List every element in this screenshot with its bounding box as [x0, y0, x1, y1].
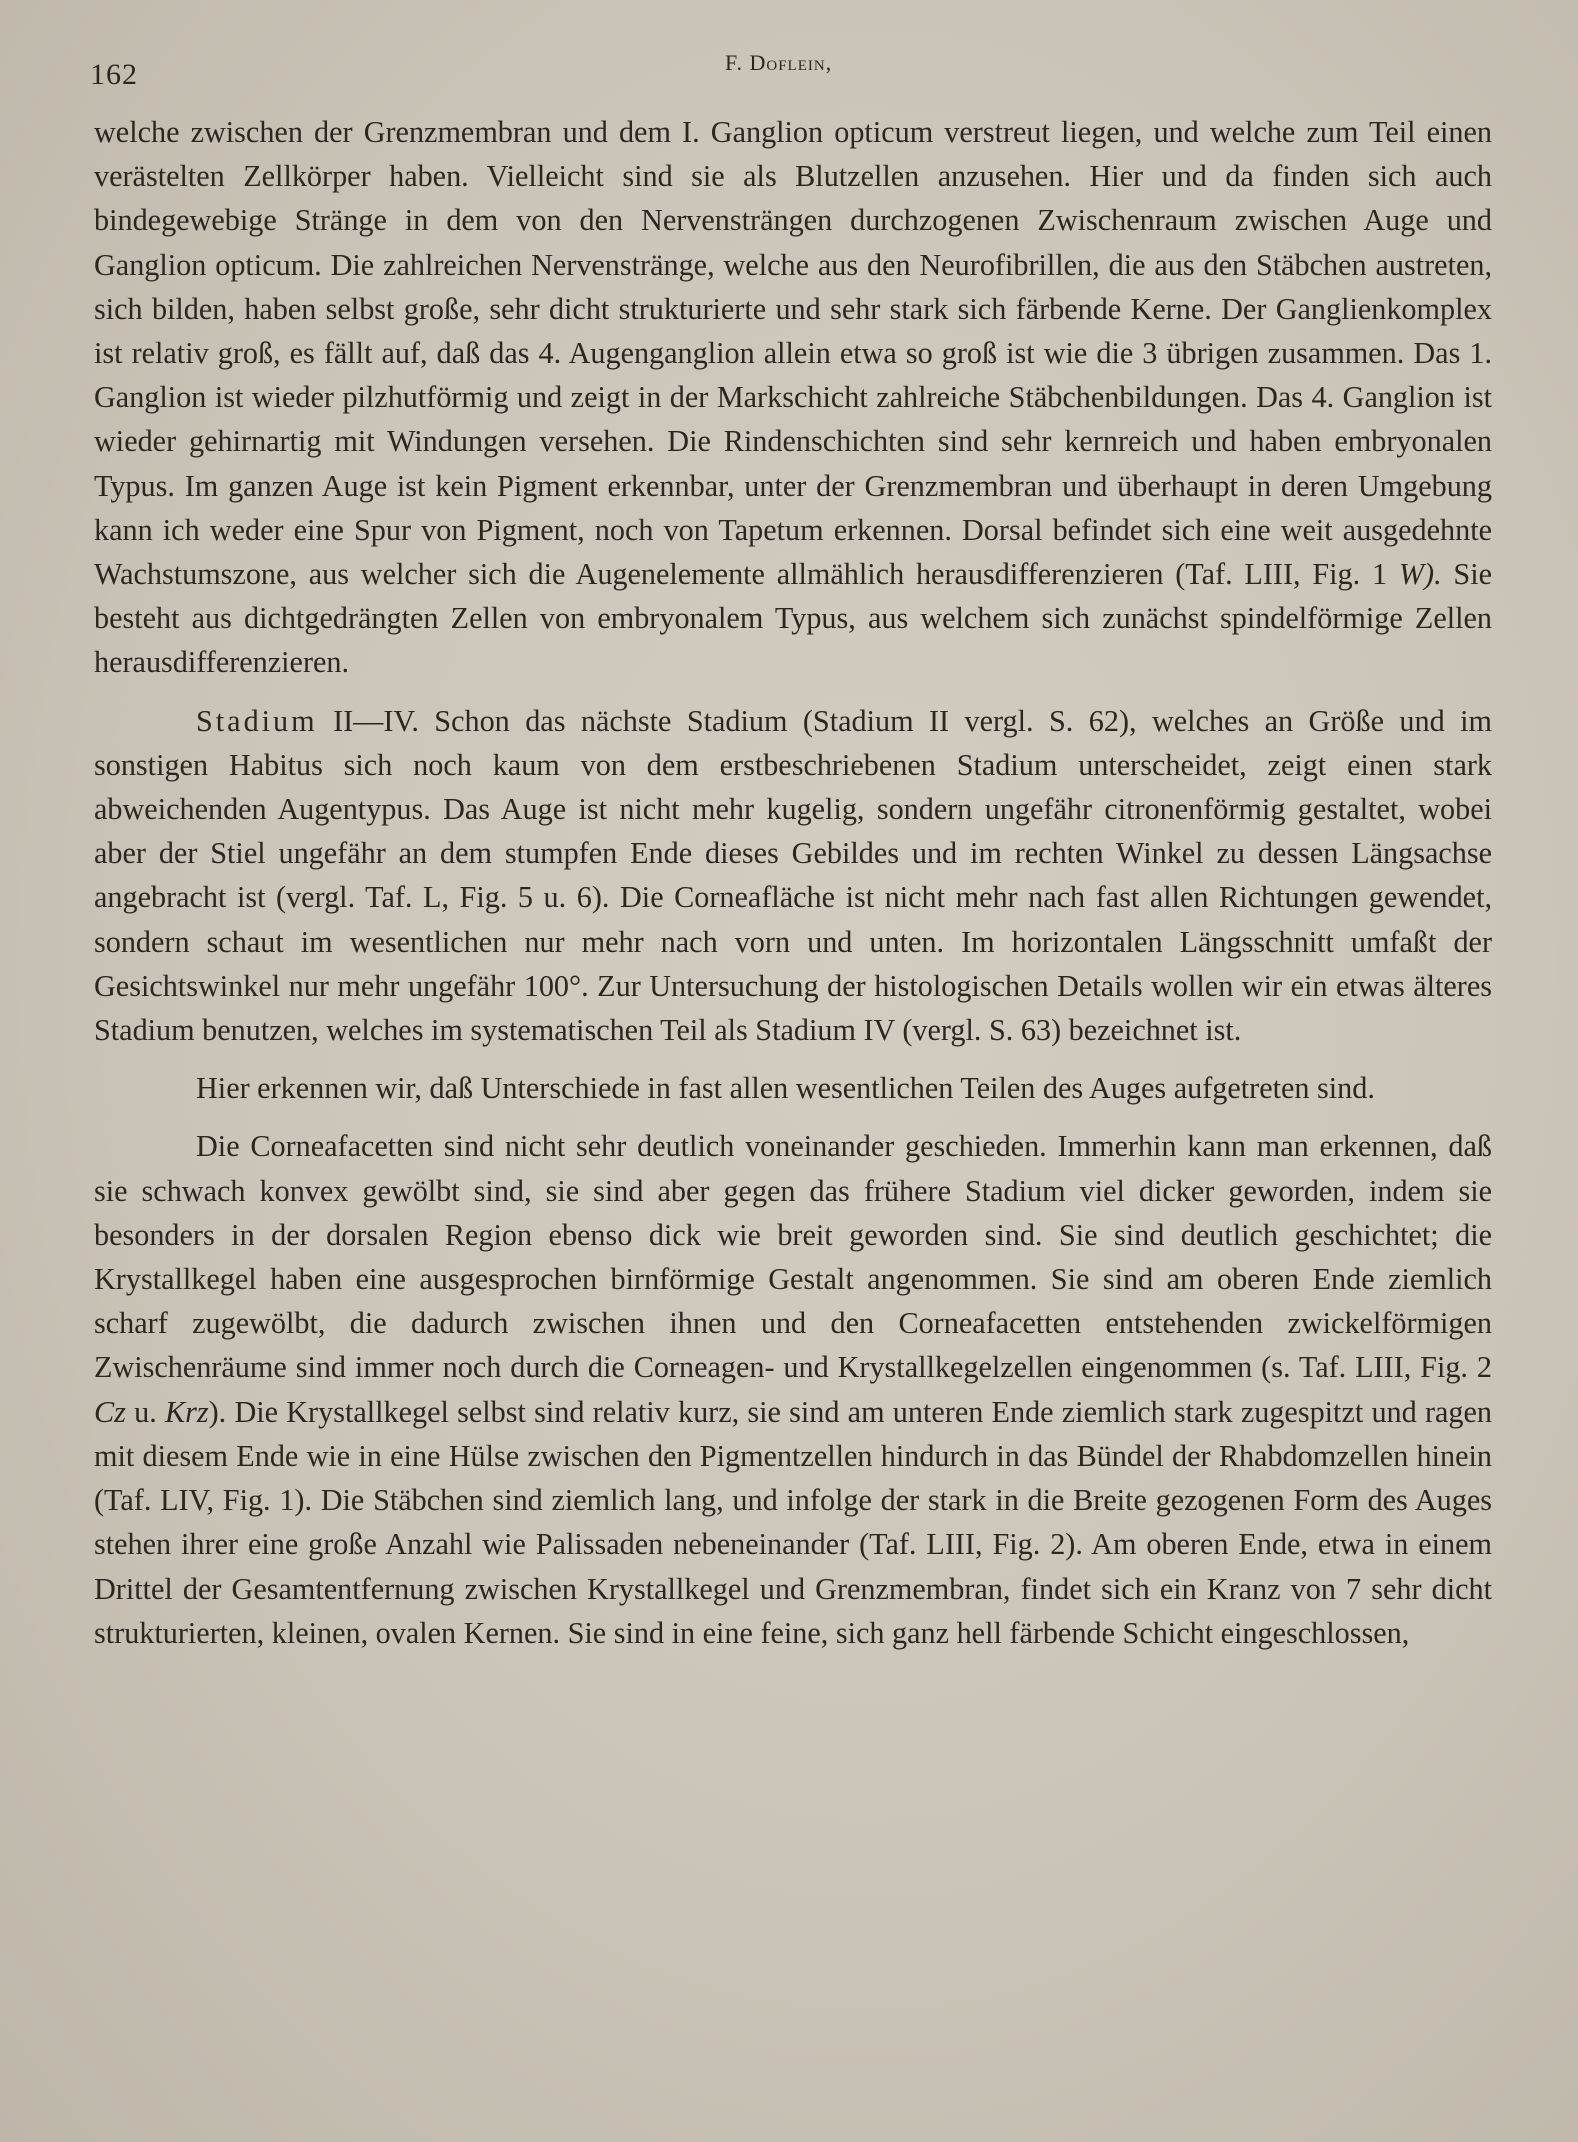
page-header: [90, 50, 1490, 110]
paragraph-4-text-end: ). Die Krystallkegel selbst sind relativ kurz, sie sind am unteren Ende ziemlich stark zugespitzt und ragen mit diesem Ende wie in eine Hülse zwischen den Pigmentzellen hindurch in das Bündel der Rhabdomzellen hinein (Taf. LIV, Fig. 1). Die Stäbchen sind ziemlich lang, und infolge der stark in die Breite gezogenen Form des Auges stehen ihrer eine große Anzahl wie Palissaden nebeneinander (Taf. LIII, Fig. 2). Am oberen Ende, etwa in einem Drittel der Gesamtentfernung zwischen Krystallkegel und Grenzmembran, findet sich ein Kranz von 7 sehr dicht strukturierten, kleinen, ovalen Kernen. Sie sind in eine feine, sich ganz hell färbende Schicht eingeschlossen,: [94, 1394, 1492, 1650]
paragraph-2: [94, 699, 1492, 1053]
paragraph-3: [94, 1066, 1492, 1110]
paragraph-4: [94, 1124, 1492, 1654]
paragraph-1-text: welche zwischen der Grenzmembran und dem I. Ganglion opticum verstreut liegen, und welche zum Teil einen verästelten Zellkörper haben. Vielleicht sind sie als Blutzellen anzusehen. Hier und da finden sich auch bindegewebige Stränge in dem von den Nervensträngen durchzogenen Zwischenraum zwischen Auge und Ganglion opticum. Die zahlreichen Nervenstränge, welche aus den Neurofibrillen, die aus den Stäbchen austreten, sich bilden, haben selbst große, sehr dicht strukturierte und sehr stark sich färbende Kerne. Der Ganglienkomplex ist relativ groß, es fällt auf, daß das 4. Augenganglion allein etwa so groß ist wie die 3 übrigen zusammen. Das 1. Ganglion ist wieder pilzhutförmig und zeigt in der Markschicht zahlreiche Stäbchenbildungen. Das 4. Ganglion ist wieder gehirnartig mit Windungen versehen. Die Rindenschichten sind sehr kernreich und haben embryonalen Typus. Im ganzen Auge ist kein Pigment erkennbar, unter der Grenzmembran und überhaupt in deren Umgebung kann ich weder eine Spur von Pigment, noch von Tapetum erkennen. Dorsal befindet sich eine weit ausgedehnte Wachstumszone, aus welcher sich die Augenelemente allmählich herausdifferenzieren (Taf. LIII, Fig. 1: [94, 115, 1492, 592]
figure-ref-w: W).: [1398, 557, 1442, 592]
paragraph-4-text: Die Corneafacetten sind nicht sehr deutlich voneinander geschieden. Immerhin kann man erkennen, daß sie schwach konvex gewölbt sind, sie sind aber gegen das frühere Stadium viel dicker geworden, indem sie besonders in der dorsalen Region ebenso dick wie breit geworden sind. Sie sind deutlich geschichtet; die Krystallkegel haben eine ausgesprochen birnförmige Gestalt angenommen. Sie sind am oberen Ende ziemlich scharf zugewölbt, die dadurch zwischen ihnen und den Corneafacetten entstehenden zwickelförmigen Zwischenräume sind immer noch durch die Corneagen- und Krystallkegelzellen eingenommen (s. Taf. LIII, Fig. 2: [94, 1129, 1492, 1385]
page-number: 162: [90, 58, 138, 91]
paragraph-2-text: II—IV. Schon das nächste Stadium (Stadium II vergl. S. 62), welches an Größe und im sonstigen Habitus sich noch kaum von dem erstbeschriebenen Stadium unterscheidet, zeigt einen stark abweichenden Augentypus. Das Auge ist nicht mehr kugelig, sondern ungefähr citronenförmig gestaltet, wobei aber der Stiel ungefähr an dem stumpfen Ende dieses Gebildes und im rechten Winkel zu dessen Längsachse angebracht ist (vergl. Taf. L, Fig. 5 u. 6). Die Corneafläche ist nicht mehr nach fast allen Richtungen gewendet, sondern schaut im wesentlichen nur mehr nach vorn und unten. Im horizontalen Längsschnitt umfaßt der Gesichtswinkel nur mehr ungefähr 100°. Zur Untersuchung der histologischen Details wollen wir ein etwas älteres Stadium benutzen, welches im systematischen Teil als Stadium IV (vergl. S. 63) bezeichnet ist.: [94, 703, 1492, 1048]
paragraph-4-conj: u.: [125, 1394, 165, 1429]
figure-ref-krz: Krz: [164, 1394, 209, 1429]
paragraph-1-text-end: Sie besteht aus dichtgedrängten Zellen von embryonalem Typus, aus welchem sich zunächst spindelförmige Zellen herausdifferenzieren.: [94, 557, 1492, 680]
paragraph-1: [94, 110, 1492, 685]
body-text: [94, 110, 1492, 1655]
section-label-stadium: Stadium: [196, 703, 318, 738]
running-head: F. Doflein,: [725, 50, 833, 75]
figure-ref-cz: Cz: [94, 1394, 126, 1429]
paragraph-3-text: Hier erkennen wir, daß Unterschiede in fast allen wesentlichen Teilen des Auges aufgetreten sind.: [196, 1071, 1375, 1106]
